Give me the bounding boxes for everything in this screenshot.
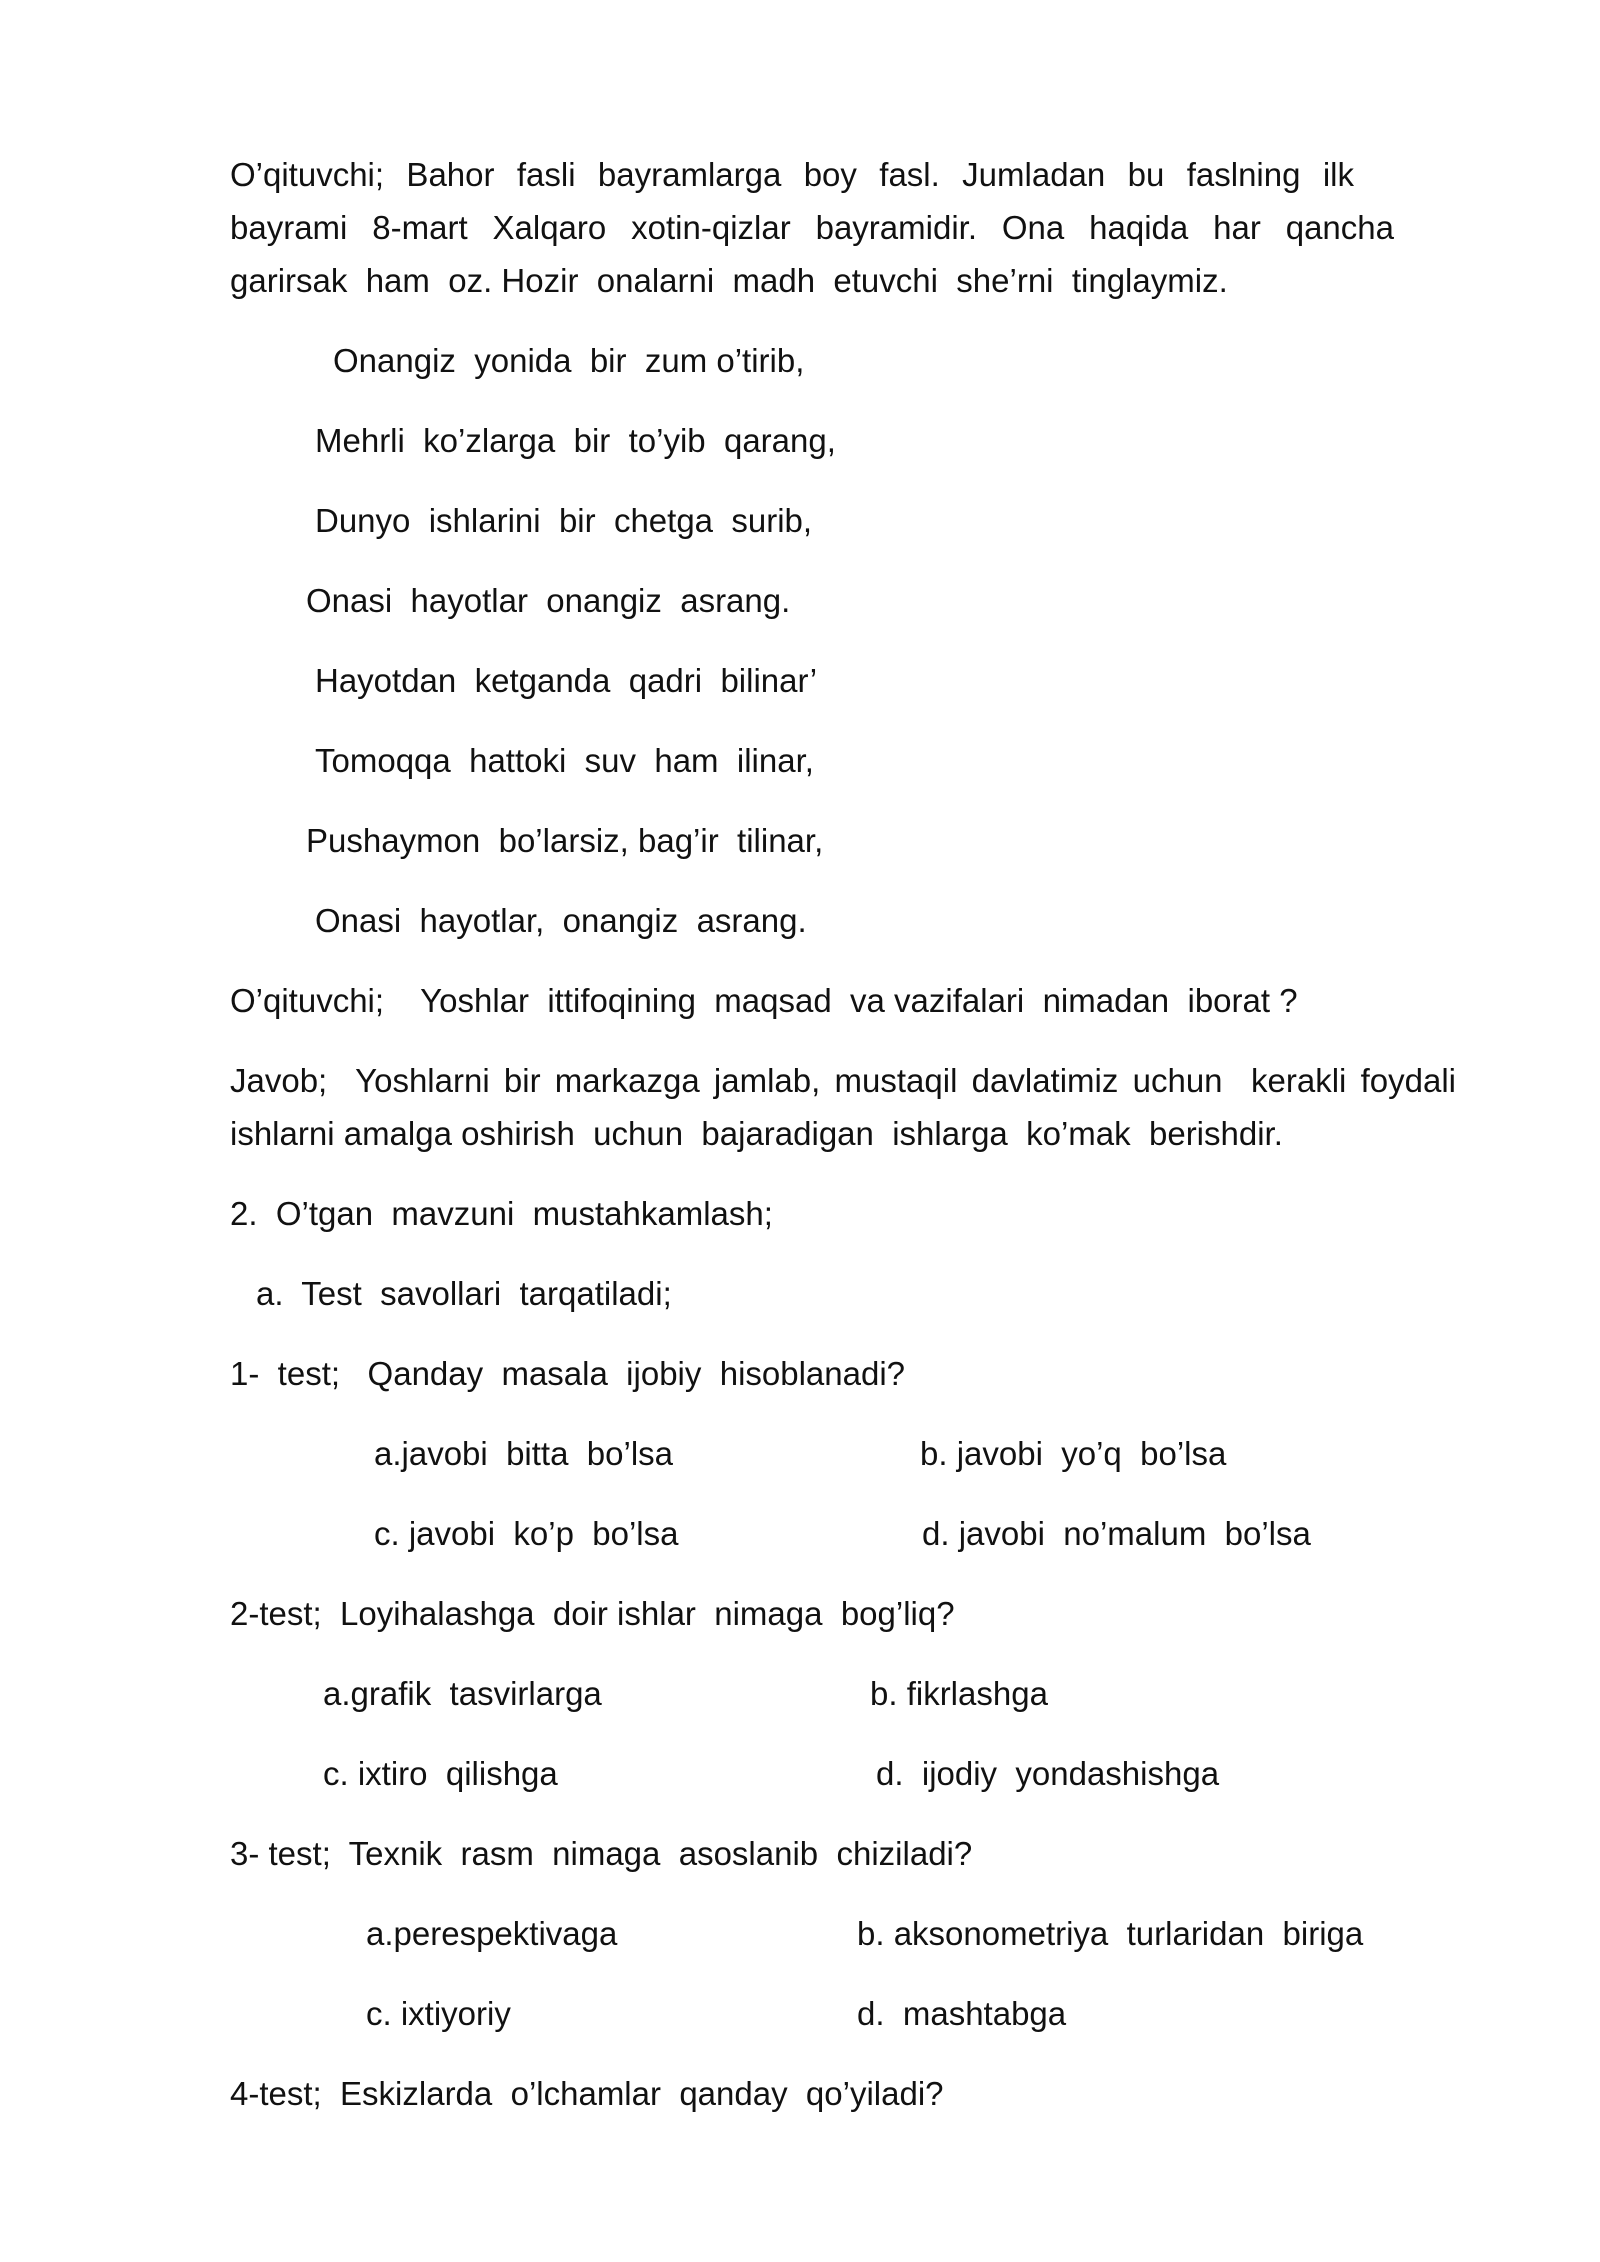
poem-line-3: Dunyo ishlarini bir chetga surib,	[315, 502, 813, 539]
poem-line-8: Onasi hayotlar, onangiz asrang.	[315, 902, 807, 939]
test-3-question: 3- test; Texnik rasm nimaga asoslanib chiziladi?	[230, 1835, 973, 1872]
answer-line-1: Javob; Yoshlarni bir markazga jamlab, mustaqil davlatimiz uchun kerakli foydali	[230, 1062, 1456, 1099]
test-4-question: 4-test; Eskizlarda o’lchamlar qanday qo’yiladi?	[230, 2075, 944, 2112]
poem-line-6: Tomoqqa hattoki suv ham ilinar,	[315, 742, 814, 779]
teacher-question: O’qituvchi; Yoshlar ittifoqining maqsad va vazifalari nimadan iborat ?	[230, 982, 1298, 1019]
test-3-option-b: b. aksonometriya turlaridan biriga	[857, 1915, 1364, 1952]
intro-line-3: garirsak ham oz. Hozir onalarni madh etuvchi she’rni tinglaymiz.	[230, 262, 1228, 299]
test-3-option-c: c. ixtiyoriy	[366, 1995, 511, 2032]
test-1-option-b: b. javobi yo’q bo’lsa	[920, 1435, 1227, 1472]
intro-line-1: O’qituvchi; Bahor fasli bayramlarga boy fasl. Jumladan bu faslning ilk	[230, 156, 1354, 193]
poem-line-1: Onangiz yonida bir zum o’tirib,	[333, 342, 805, 379]
test-1-question: 1- test; Qanday masala ijobiy hisoblanadi?	[230, 1355, 906, 1392]
answer-line-2: ishlarni amalga oshirish uchun bajaradigan ishlarga ko’mak berishdir.	[230, 1115, 1283, 1152]
poem-line-7: Pushaymon bo’larsiz, bag’ir tilinar,	[306, 822, 824, 859]
test-1-option-a: a.javobi bitta bo’lsa	[374, 1435, 674, 1472]
section-2-heading: 2. O’tgan mavzuni mustahkamlash;	[230, 1195, 773, 1232]
test-2-option-c: c. ixtiro qilishga	[323, 1755, 558, 1792]
test-2-question: 2-test; Loyihalashga doir ishlar nimaga bog’liq?	[230, 1595, 955, 1632]
test-2-option-d: d. ijodiy yondashishga	[876, 1755, 1220, 1792]
test-1-option-c: c. javobi ko’p bo’lsa	[374, 1515, 679, 1552]
poem-line-2: Mehrli ko’zlarga bir to’yib qarang,	[315, 422, 836, 459]
test-2-option-b: b. fikrlashga	[870, 1675, 1048, 1712]
test-3-option-d: d. mashtabga	[857, 1995, 1067, 2032]
poem-line-4: Onasi hayotlar onangiz asrang.	[306, 582, 791, 619]
test-3-option-a: a.perespektivaga	[366, 1915, 618, 1952]
intro-line-2: bayrami 8-mart Xalqaro xotin-qizlar bayramidir. Ona haqida har qancha	[230, 209, 1394, 246]
test-2-option-a: a.grafik tasvirlarga	[323, 1675, 602, 1712]
poem-line-5: Hayotdan ketganda qadri bilinar’	[315, 662, 818, 699]
test-1-option-d: d. javobi no’malum bo’lsa	[922, 1515, 1311, 1552]
section-2a-heading: a. Test savollari tarqatiladi;	[256, 1275, 672, 1312]
